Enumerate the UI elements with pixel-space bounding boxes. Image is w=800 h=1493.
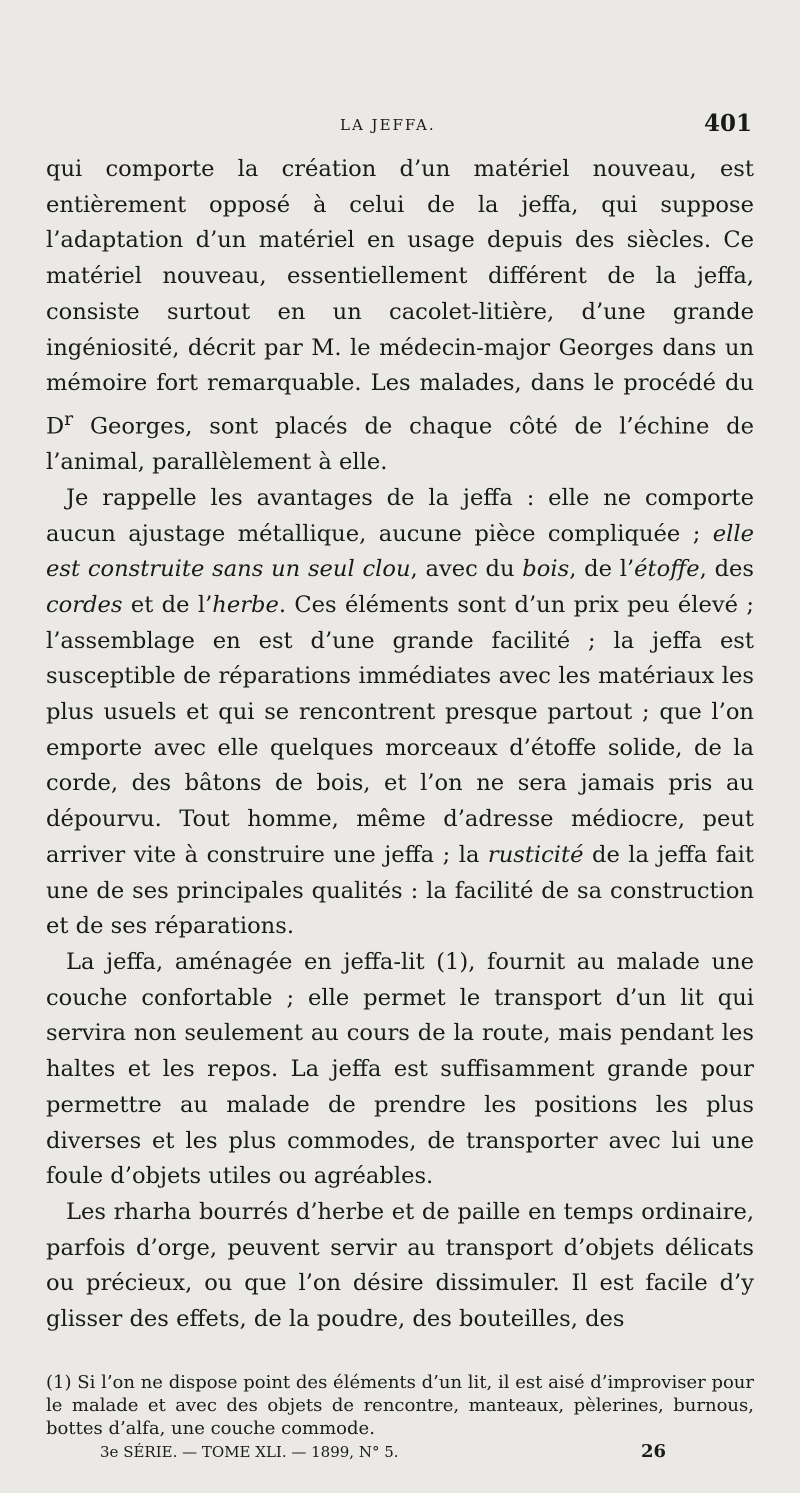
paragraph-4 bbox=[46, 1195, 754, 1338]
signature-mark: 26 bbox=[640, 1441, 666, 1462]
italic-run: elle est construite sans un seul clou bbox=[46, 520, 754, 583]
paragraph-2 bbox=[46, 481, 754, 945]
text-run: et de l’ bbox=[122, 591, 213, 618]
footnote-text: Si l’on ne dispose point des éléments d’un lit, il est aisé d’improviser pour le malade et avec des objets de rencontre, manteaux, pèlerines, burnous, bottes d’alfa, une couche commode. bbox=[46, 1372, 754, 1439]
paragraph-3 bbox=[46, 945, 754, 1195]
text-run: Les rharha bourrés d’herbe et de paille en temps ordinaire, parfois d’orge, peuvent servir au transport d’objets délicats ou précieux, ou que l’on désire dissimuler. Il est facile d’y glisser des effets, de la poudre, des bouteilles, des bbox=[46, 1198, 754, 1333]
text-run: de la jeffa fait une de ses principales qualités : la facilité de sa construction et de ses réparations. bbox=[46, 841, 754, 940]
text-run: , de l’ bbox=[569, 556, 635, 583]
page-number: 401 bbox=[703, 110, 752, 137]
italic-run: étoffe bbox=[634, 556, 700, 583]
footer-line bbox=[100, 1443, 666, 1469]
running-title: LA JEFFA. bbox=[340, 116, 436, 134]
italic-run: herbe bbox=[212, 591, 279, 618]
body-text bbox=[46, 152, 754, 1338]
footnote bbox=[46, 1371, 754, 1440]
text-run: , des bbox=[699, 556, 754, 583]
series-line: 3e SÉRIE. — TOME XLI. — 1899, N° 5. bbox=[100, 1443, 399, 1461]
text-run: Je rappelle les avantages de la jeffa : elle ne comporte aucun ajustage métallique, aucune pièce compliquée ; bbox=[46, 484, 754, 547]
italic-run: cordes bbox=[46, 591, 123, 618]
paragraph-1 bbox=[46, 152, 754, 481]
text-run: Georges, sont placés de chaque côté de l’échine de l’animal, parallèlement à elle. bbox=[46, 413, 754, 476]
italic-run: rusticité bbox=[487, 841, 584, 868]
text-run: qui comporte la création d’un matériel nouveau, est entièrement opposé à celui de la jeffa, qui suppose l’adaptation d’un matériel en usage depuis des siècles. Ce matériel nouveau, essentiellement différent de la jeffa, consiste surtout en un cacolet-litière, d’une grande ingéniosité, décrit par M. le médecin-major Georges dans un mémoire fort remarquable. Les malades, dans le procédé du D bbox=[46, 156, 754, 440]
text-run: La jeffa, aménagée en jeffa-lit (1), fournit au malade une couche confortable ; elle permet le transport d’un lit qui servira non seulement au cours de la route, mais pendant les haltes et les repos. La jeffa est suffisamment grande pour permettre au malade de prendre les positions les plus diverses et les plus commodes, de transporter avec lui une foule d’objets utiles ou agréables. bbox=[46, 949, 754, 1190]
text-run: , avec du bbox=[410, 556, 523, 583]
italic-run: bois bbox=[522, 556, 570, 583]
footnote-mark: (1) bbox=[46, 1372, 72, 1393]
text-run: . Ces éléments sont d’un prix peu élevé ; l’assemblage en est d’une grande facilité ; la jeffa est susceptible de réparations immédiates avec les matériaux les plus usuels et qui se rencontrent presque partout ; que l’on emporte avec elle quelques morceaux d’étoffe solide, de la corde, des bâtons de bois, et l’on ne sera jamais pris au dépourvu. Tout homme, même d’adresse médiocre, peut arriver vite à construire une jeffa ; la bbox=[46, 591, 754, 868]
superscript: r bbox=[64, 408, 74, 430]
running-head bbox=[46, 110, 752, 144]
